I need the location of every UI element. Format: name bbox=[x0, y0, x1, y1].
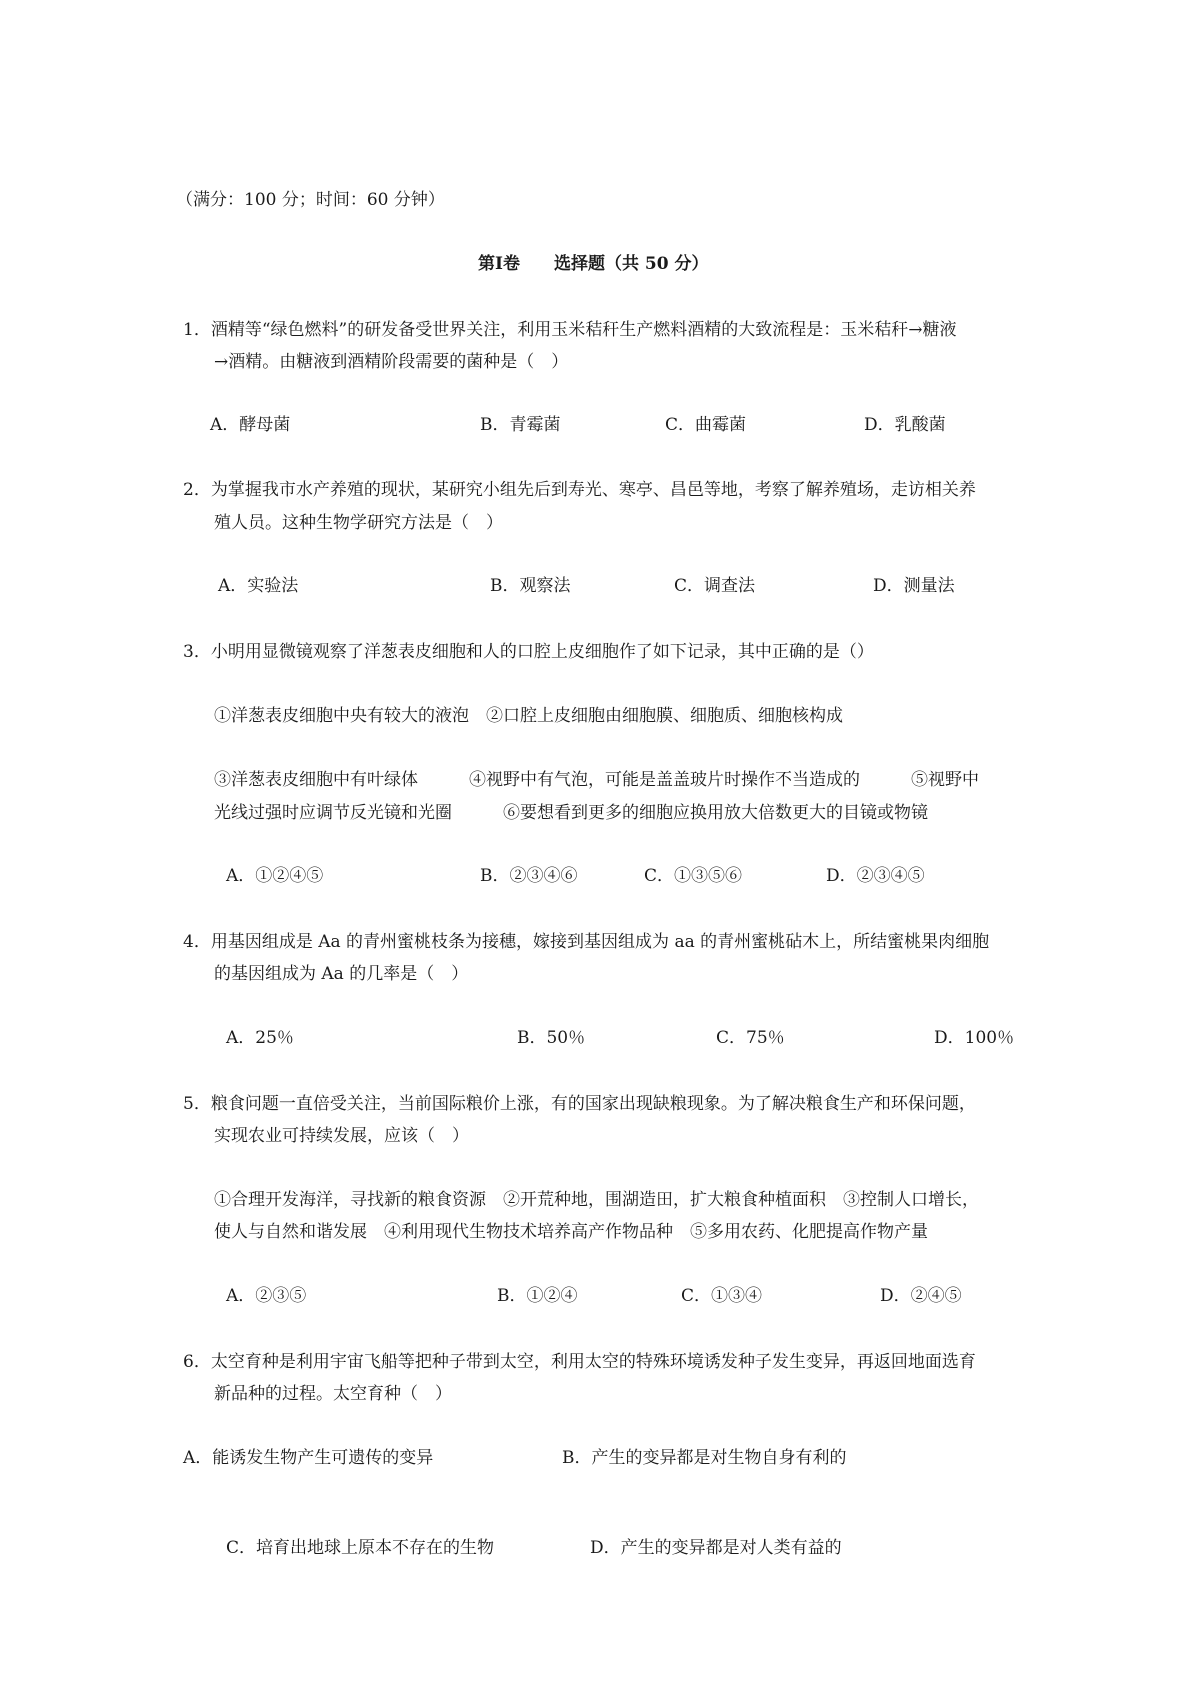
option-b: B．产生的变异都是对生物自身有利的 bbox=[562, 1448, 847, 1468]
option-c: C．①③⑤⑥ bbox=[644, 866, 743, 886]
question-stem: 新品种的过程。太空育种（ ） bbox=[214, 1384, 452, 1404]
statement-line: ①洋葱表皮细胞中央有较大的液泡 ②口腔上皮细胞由细胞膜、细胞质、细胞核构成 bbox=[214, 706, 843, 726]
question-stem: 6．太空育种是利用宇宙飞船等把种子带到太空，利用太空的特殊环境诱发种子发生变异，再返回地面选育 bbox=[183, 1352, 976, 1372]
statement-line: ①合理开发海洋，寻找新的粮食资源 ②开荒种地，围湖造田，扩大粮食种植面积 ③控制人口增长， bbox=[214, 1190, 979, 1210]
option-d: D．产生的变异都是对人类有益的 bbox=[590, 1538, 842, 1558]
statement-line: ③洋葱表皮细胞中有叶绿体 ④视野中有气泡，可能是盖盖玻片时操作不当造成的 ⑤视野中 bbox=[214, 770, 979, 790]
option-c: C．调查法 bbox=[674, 576, 756, 596]
option-d: D．②④⑤ bbox=[880, 1286, 962, 1306]
option-b: B．②③④⑥ bbox=[480, 866, 578, 886]
option-b: B．观察法 bbox=[490, 576, 571, 596]
option-a: A．能诱发生物产生可遗传的变异 bbox=[183, 1448, 434, 1468]
option-a: A．①②④⑤ bbox=[226, 866, 324, 886]
question-stem: 1．酒精等“绿色燃料”的研发备受世界关注，利用玉米秸秆生产燃料酒精的大致流程是：玉米秸秆→糖液 bbox=[183, 320, 957, 340]
option-a: A．实验法 bbox=[218, 576, 299, 596]
option-d: D．②③④⑤ bbox=[826, 866, 925, 886]
question-stem: →酒精。由糖液到酒精阶段需要的菌种是（ ） bbox=[214, 352, 569, 372]
statement-line: 光线过强时应调节反光镜和光圈 ⑥要想看到更多的细胞应换用放大倍数更大的目镜或物镜 bbox=[214, 803, 928, 823]
option-d: D．100％ bbox=[934, 1028, 1015, 1048]
question-stem: 4．用基因组成是 Aa 的青州蜜桃枝条为接穗，嫁接到基因组成为 aa 的青州蜜桃砧木上，所结蜜桃果肉细胞 bbox=[183, 932, 990, 952]
statement-line: 使人与自然和谐发展 ④利用现代生物技术培养高产作物品种 ⑤多用农药、化肥提高作物产量 bbox=[214, 1222, 928, 1242]
option-c: C．①③④ bbox=[681, 1286, 763, 1306]
section-title: 第Ⅰ卷 选择题（共 50 分） bbox=[478, 254, 709, 274]
question-stem: 实现农业可持续发展，应该（ ） bbox=[214, 1126, 469, 1146]
option-a: A．②③⑤ bbox=[226, 1286, 307, 1306]
option-c: C．75％ bbox=[716, 1028, 785, 1048]
option-b: B．①②④ bbox=[497, 1286, 578, 1306]
option-b: B．青霉菌 bbox=[480, 415, 561, 435]
score-time-note: （满分：100 分；时间：60 分钟） bbox=[176, 190, 445, 210]
option-d: D．测量法 bbox=[873, 576, 955, 596]
question-stem: 2．为掌握我市水产养殖的现状，某研究小组先后到寿光、寒亭、昌邑等地，考察了解养殖场，走访相关养 bbox=[183, 480, 976, 500]
option-c: C．培育出地球上原本不存在的生物 bbox=[226, 1538, 495, 1558]
option-c: C．曲霉菌 bbox=[665, 415, 747, 435]
option-a: A．25％ bbox=[226, 1028, 294, 1048]
option-b: B．50％ bbox=[517, 1028, 586, 1048]
option-a: A．酵母菌 bbox=[210, 415, 291, 435]
question-stem: 殖人员。这种生物学研究方法是（ ） bbox=[214, 513, 503, 533]
question-stem: 3．小明用显微镜观察了洋葱表皮细胞和人的口腔上皮细胞作了如下记录，其中正确的是（） bbox=[183, 642, 874, 662]
question-stem: 5．粮食问题一直倍受关注，当前国际粮价上涨，有的国家出现缺粮现象。为了解决粮食生产和环保问题， bbox=[183, 1094, 976, 1114]
option-d: D．乳酸菌 bbox=[864, 415, 946, 435]
question-stem: 的基因组成为 Aa 的几率是（ ） bbox=[214, 964, 469, 984]
